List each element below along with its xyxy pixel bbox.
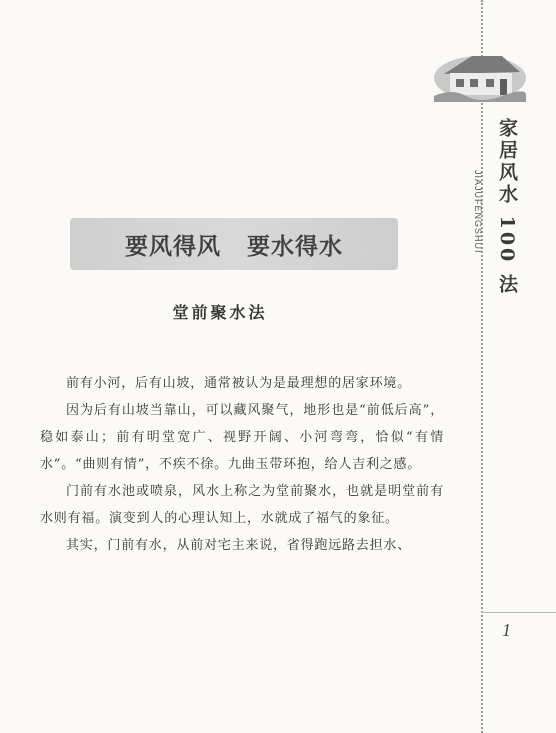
house-illustration-icon xyxy=(432,44,528,102)
chapter-title-part2: 要水得水 xyxy=(247,233,343,260)
margin-dotted-rule xyxy=(481,0,483,733)
page-number-rule xyxy=(481,612,556,613)
paragraph: 其实，门前有水，从前对宅主来说，省得跑远路去担水、 xyxy=(66,538,412,553)
chapter-title-part1: 要风得风 xyxy=(125,233,221,260)
page-number: 1 xyxy=(502,620,511,640)
paragraph: 前有小河，后有山坡，通常被认为是最理想的居家环境。 xyxy=(66,376,412,391)
section-title: 堂前聚水法 xyxy=(172,303,268,322)
paragraph: 因为后有山坡当靠山，可以藏风聚气，地形也是“前低后高”，稳如泰山；前有明堂宽广、视野开阔、小河弯弯，恰似“有情水”。“曲则有情”，不疾不徐。九曲玉带环抱，给人吉利之感。 xyxy=(40,403,444,472)
chapter-banner xyxy=(70,218,398,270)
body-text xyxy=(40,370,444,559)
paragraph: 门前有水池或喷泉，风水上称之为堂前聚水，也就是明堂前有水则有福。演变到人的心理认知上，水就成了福气的象征。 xyxy=(40,484,444,526)
book-title: 家居风水 100 法 xyxy=(496,118,518,296)
book-title-pinyin: JIAJUFENGSHUI xyxy=(473,170,483,254)
chapter-title xyxy=(125,228,343,261)
